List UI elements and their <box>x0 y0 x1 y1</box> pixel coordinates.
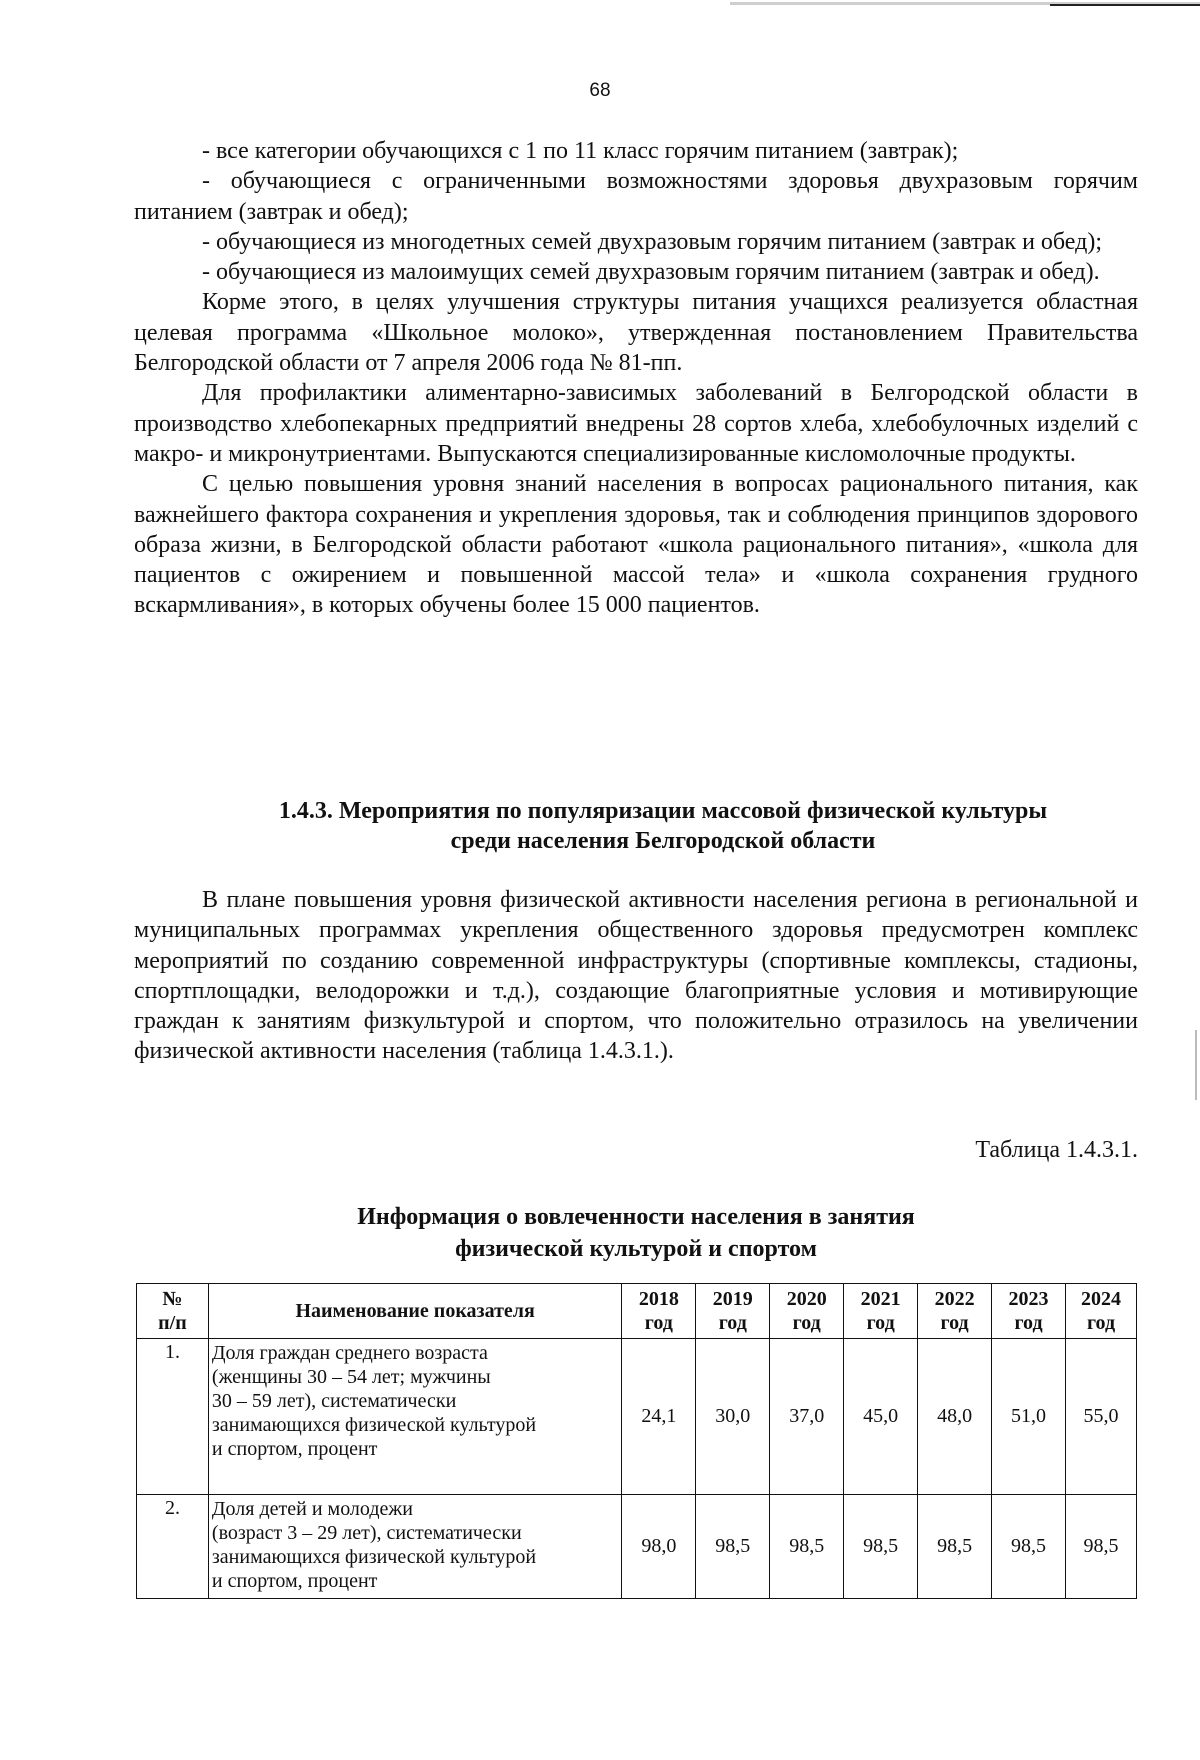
paragraph: В плане повышения уровня физической активности населения региона в региональной и муниципальных программах укрепления общественного здоровья предусмотрен комплекс мероприятий по созданию современной инфраструктуры (спортивные комплексы, стадионы, спортплощадки, велодорожки и т.д.), создающие благоприятные условия и мотивирующие граждан к занятиям физкультурой и спортом, что положительно отразилось на увеличении физической активности населения (таблица 1.4.3.1.). <box>134 887 1138 1065</box>
value-cell: 98,5 <box>770 1495 844 1599</box>
value-cell: 98,5 <box>844 1495 918 1599</box>
indicator-name-line: Доля граждан среднего возраста <box>211 1342 488 1364</box>
value-cell: 98,5 <box>696 1495 770 1599</box>
header-number-symbol: № <box>162 1288 183 1310</box>
header-year-value: 2024 <box>1081 1288 1121 1310</box>
indicator-name-line: и спортом, процент <box>211 1438 378 1460</box>
header-number-abbr: п/п <box>158 1312 187 1334</box>
table-title-line-1: Информация о вовлеченности населения в занятия <box>357 1204 915 1230</box>
header-year-value: 2021 <box>860 1288 901 1310</box>
header-year-value: 2022 <box>934 1288 975 1310</box>
data-table <box>136 1283 1137 1599</box>
value-cell: 98,5 <box>918 1495 992 1599</box>
header-year <box>992 1284 1066 1339</box>
section-heading <box>134 796 1138 856</box>
header-year-unit: год <box>940 1312 969 1334</box>
body-text-top <box>134 136 1138 621</box>
value-cell: 98,0 <box>622 1495 696 1599</box>
header-year-unit: год <box>1014 1312 1043 1334</box>
scan-edge-mark-right <box>1195 1030 1197 1100</box>
indicator-name-line: занимающихся физической культурой <box>211 1414 537 1436</box>
indicator-name-line: 30 – 59 лет), систематически <box>211 1390 457 1412</box>
header-year-unit: год <box>866 1312 895 1334</box>
paragraph: С целью повышения уровня знаний населения в вопросах рационального питания, как важнейшего фактора сохранения и укрепления здоровья, так и соблюдения принципов здорового образа жизни, в Белгородской области работают «школа рационального питания», «школа для пациентов с ожирением и повышенной массой тела» и «школа сохранения грудного вскармливания», в которых обучены более 15 000 пациентов. <box>134 471 1138 619</box>
paragraph: - все категории обучающихся с 1 по 11 класс горячим питанием (завтрак); <box>202 138 959 164</box>
section-heading-line-2: среди населения Белгородской области <box>450 828 876 854</box>
header-year <box>844 1284 918 1339</box>
value-cell: 45,0 <box>844 1339 918 1495</box>
header-year-unit: год <box>792 1312 821 1334</box>
indicator-name-line: (возраст 3 – 29 лет), систематически <box>211 1522 522 1544</box>
header-year <box>918 1284 992 1339</box>
header-year-value: 2019 <box>712 1288 753 1310</box>
value-cell: 55,0 <box>1066 1339 1137 1495</box>
table-header-row <box>137 1284 1137 1339</box>
indicator-name-line: и спортом, процент <box>211 1570 378 1592</box>
indicator-name <box>208 1495 621 1599</box>
body-text-section <box>134 885 1138 1067</box>
header-year-value: 2018 <box>638 1288 679 1310</box>
table-row <box>137 1495 1137 1599</box>
row-number: 1. <box>137 1339 209 1495</box>
header-year-unit: год <box>718 1312 747 1334</box>
table-caption: Таблица 1.4.3.1. <box>975 1137 1138 1163</box>
table-row <box>137 1339 1137 1495</box>
table-title <box>134 1201 1138 1265</box>
value-cell: 24,1 <box>622 1339 696 1495</box>
header-indicator-name: Наименование показателя <box>208 1284 621 1339</box>
header-number <box>137 1284 209 1339</box>
header-year <box>770 1284 844 1339</box>
paragraph: - обучающиеся из малоимущих семей двухразовым горячим питанием (завтрак и обед). <box>202 259 1100 286</box>
header-year-unit: год <box>1086 1312 1116 1334</box>
row-number: 2. <box>137 1495 209 1599</box>
paragraph: - обучающиеся из многодетных семей двухразовым горячим питанием (завтрак и обед); <box>202 228 1103 255</box>
value-cell: 98,5 <box>992 1495 1066 1599</box>
paragraph: Для профилактики алиментарно-зависимых заболеваний в Белгородской области в производство хлебопекарных предприятий внедрены 28 сортов хлеба, хлебобулочных изделий с макро- и микронутриентами. Выпускаются специализированные кисломолочные продукты. <box>134 380 1138 467</box>
section-heading-line-1: 1.4.3. Мероприятия по популяризации массовой физической культуры <box>278 798 1048 824</box>
header-year-value: 2020 <box>786 1288 827 1310</box>
header-year <box>696 1284 770 1339</box>
header-year <box>1066 1284 1137 1339</box>
value-cell: 30,0 <box>696 1339 770 1495</box>
scan-edge-mark <box>1050 4 1200 6</box>
header-year <box>622 1284 696 1339</box>
value-cell: 37,0 <box>770 1339 844 1495</box>
paragraph: Корме этого, в целях улучшения структуры питания учащихся реализуется областная целевая программа «Школьное молоко», утвержденная постановлением Правительства Белгородской области от 7 апреля 2006 года № 81-пп. <box>134 289 1138 377</box>
indicator-name-line: (женщины 30 – 54 лет; мужчины <box>211 1366 491 1388</box>
indicator-name <box>208 1339 621 1495</box>
paragraph: - обучающиеся с ограниченными возможностями здоровья двухразовым горячим питанием (завтрак и обед); <box>134 168 1138 225</box>
header-year-unit: год <box>644 1312 673 1334</box>
value-cell: 51,0 <box>992 1339 1066 1495</box>
table-title-line-2: физической культурой и спортом <box>455 1236 817 1262</box>
value-cell: 48,0 <box>918 1339 992 1495</box>
header-year-value: 2023 <box>1008 1288 1049 1310</box>
indicator-name-line: занимающихся физической культурой <box>211 1546 537 1568</box>
indicator-name-line: Доля детей и молодежи <box>211 1498 413 1520</box>
value-cell: 98,5 <box>1066 1495 1137 1599</box>
page-number: 68 <box>589 80 611 101</box>
